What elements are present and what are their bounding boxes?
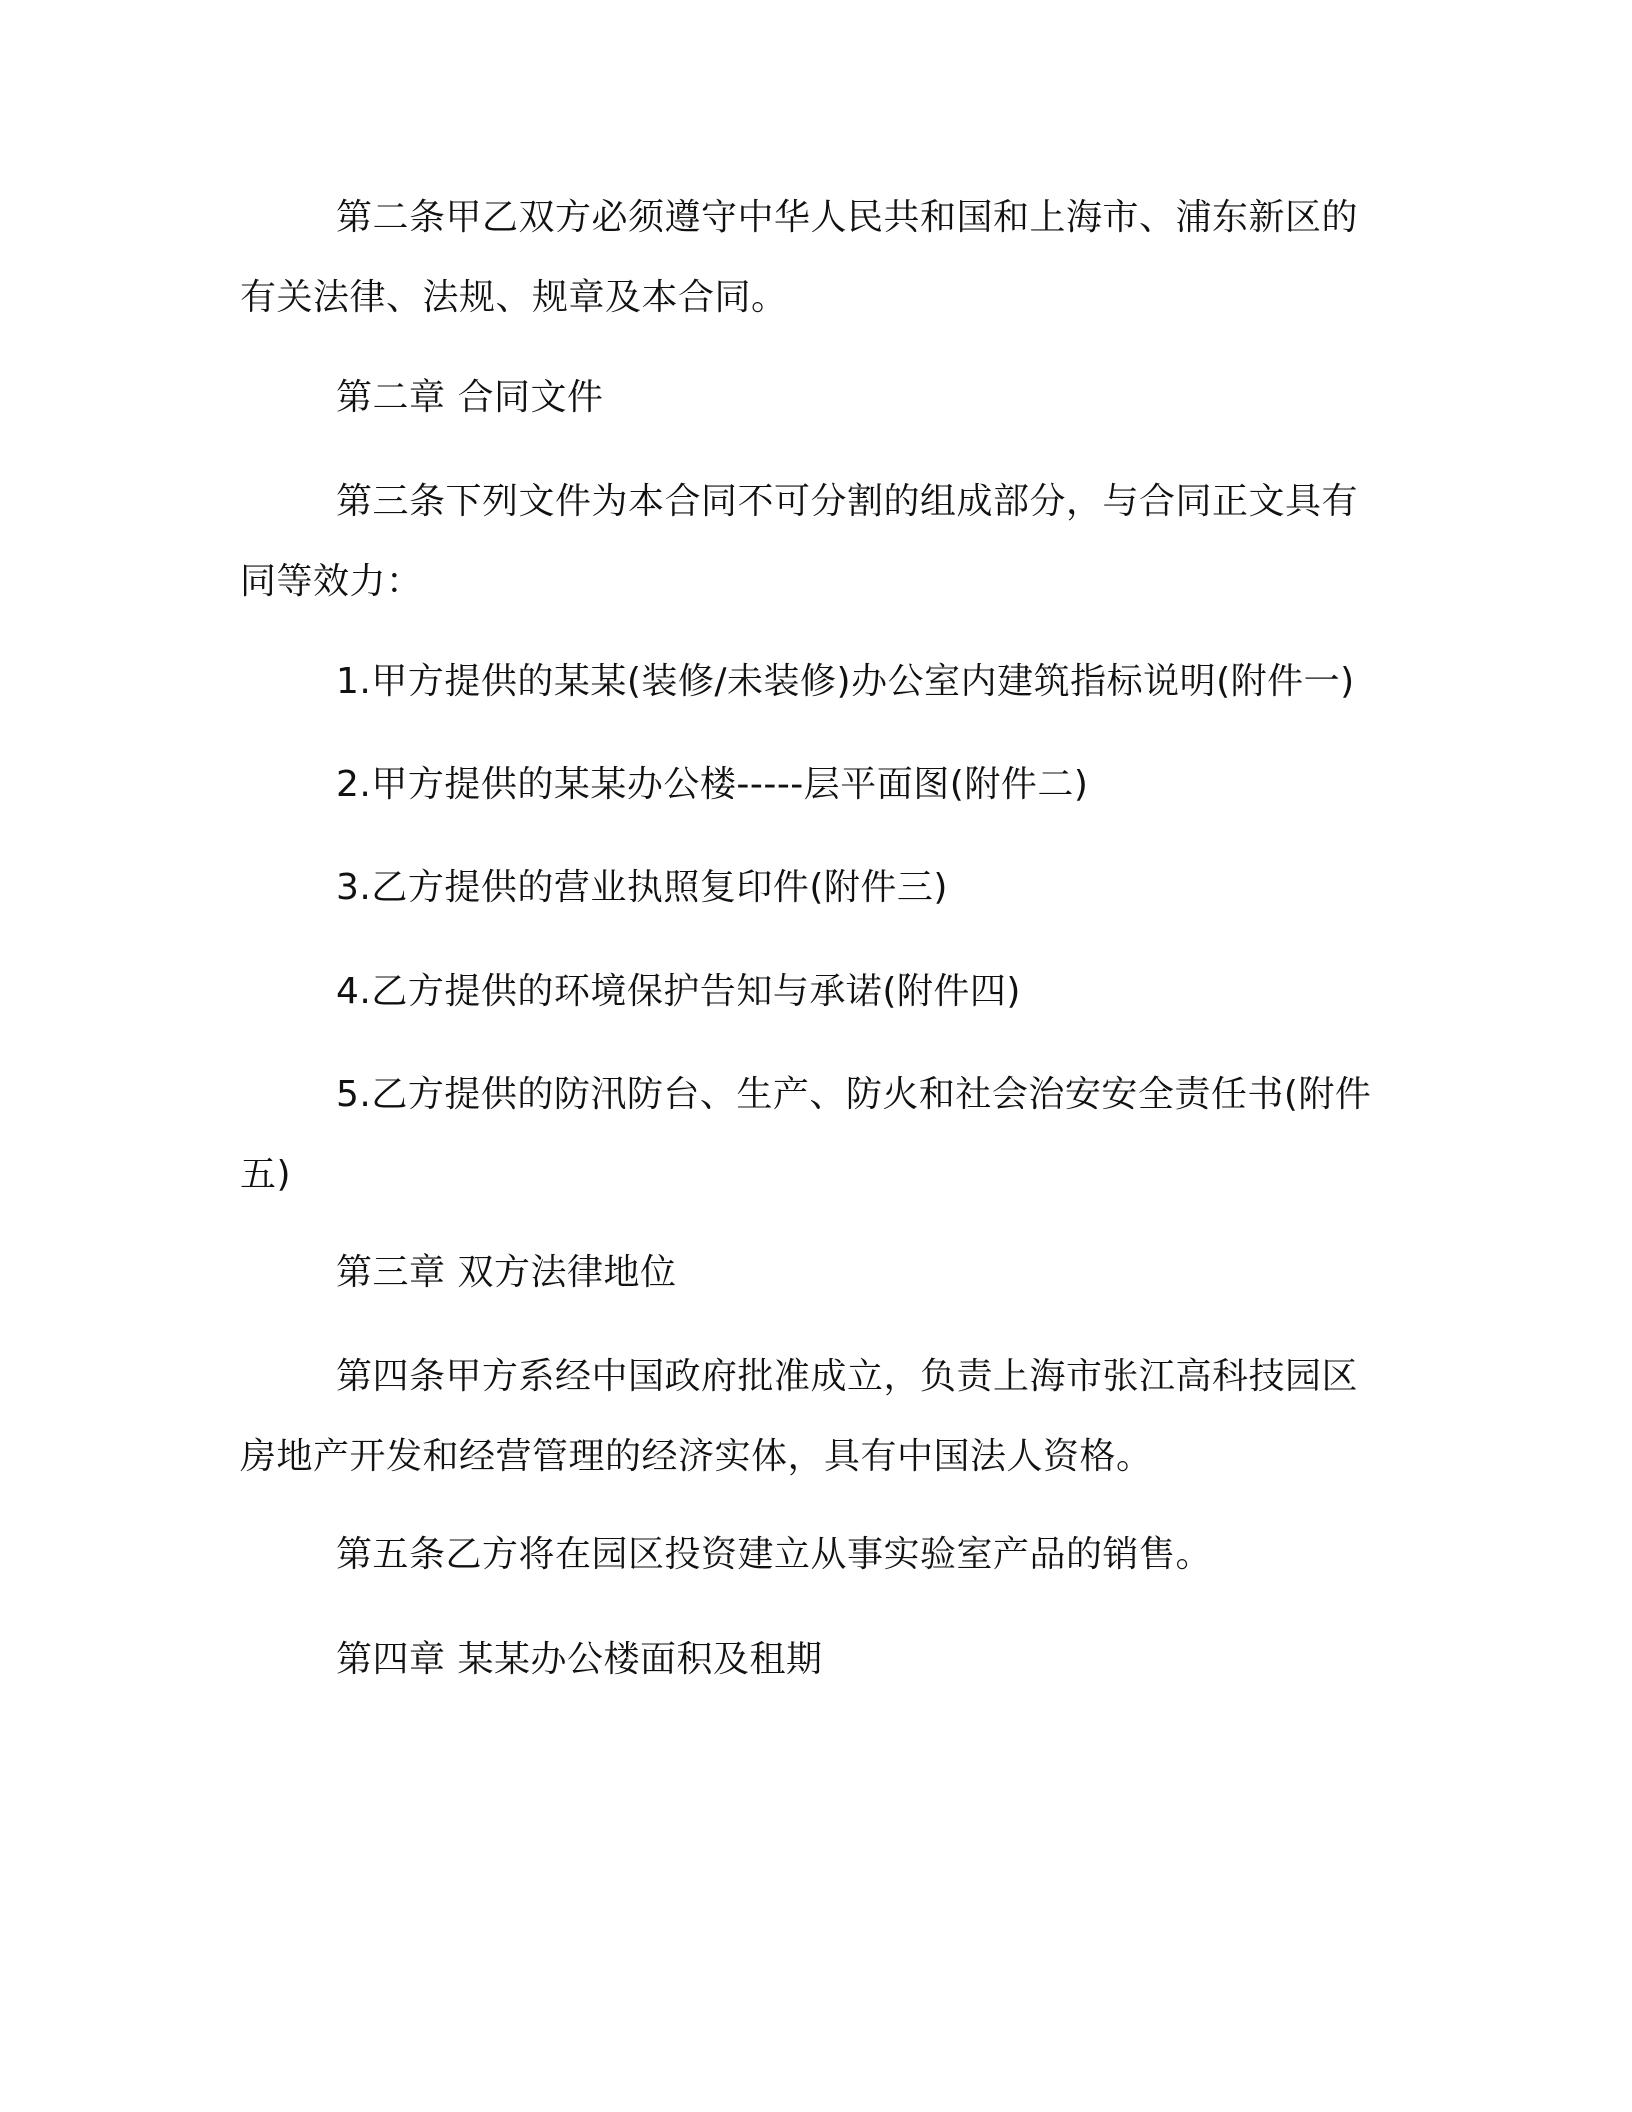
chapter-4-heading: 第四章 某某办公楼面积及租期: [336, 1639, 823, 1680]
list-item-1: 1.甲方提供的某某(装修/未装修)办公室内建筑指标说明(附件一): [336, 661, 1355, 702]
chapter-2-heading: 第二章 合同文件: [336, 377, 604, 418]
article-3-paragraph: 第三条下列文件为本合同不可分割的组成部分，与合同正文具有同等效力：: [240, 481, 1359, 602]
article-5-paragraph: 第五条乙方将在园区投资建立从事实验室产品的销售。: [336, 1534, 1213, 1575]
list-item-5: 5.乙方提供的防汛防台、生产、防火和社会治安安全责任书(附件五): [240, 1074, 1372, 1195]
article-2-paragraph: 第二条甲乙双方必须遵守中华人民共和国和上海市、浦东新区的有关法律、法规、规章及本合同。: [240, 197, 1359, 318]
list-item-3: 3.乙方提供的营业执照复印件(附件三): [336, 867, 948, 908]
list-item-4: 4.乙方提供的环境保护告知与承诺(附件四): [336, 971, 1021, 1012]
chapter-3-heading: 第三章 双方法律地位: [336, 1252, 677, 1293]
list-item-2: 2.甲方提供的某某办公楼-----层平面图(附件二): [336, 764, 1089, 805]
article-4-paragraph: 第四条甲方系经中国政府批准成立，负责上海市张江高科技园区房地产开发和经营管理的经济实体，具有中国法人资格。: [240, 1356, 1359, 1477]
